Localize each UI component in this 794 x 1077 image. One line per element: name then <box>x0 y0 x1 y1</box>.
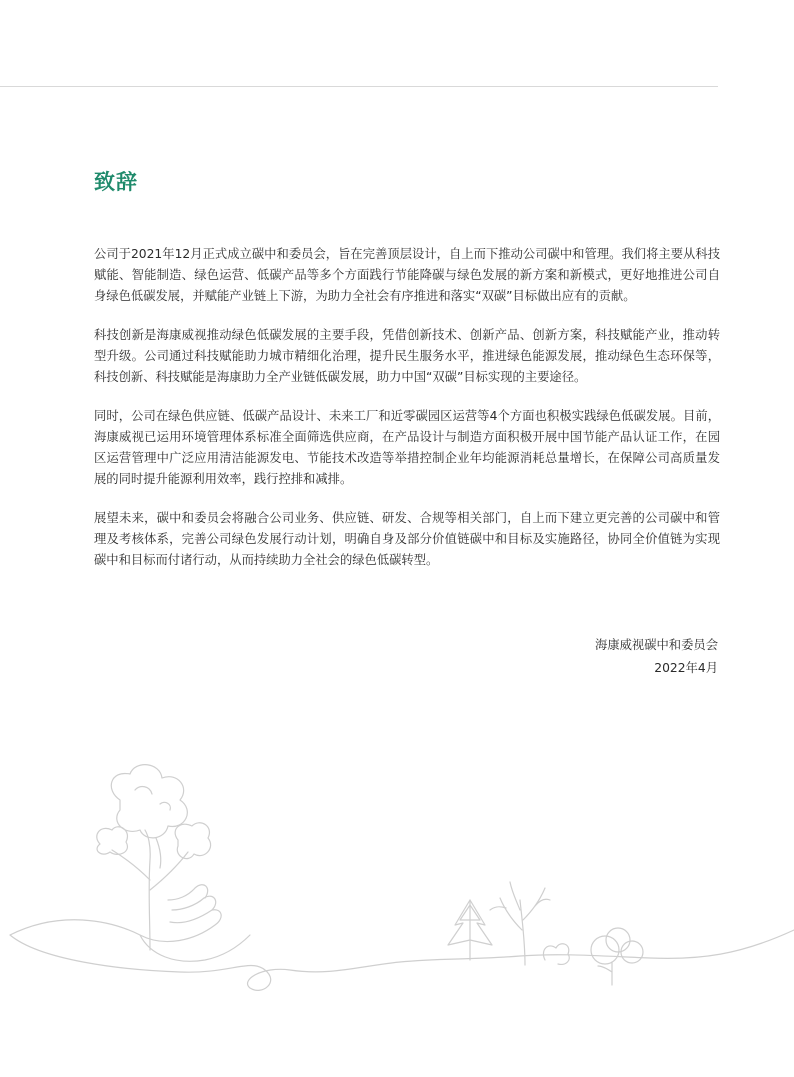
hand-tree-line-art-icon <box>0 760 794 1050</box>
body-text <box>94 244 720 589</box>
signature-date: 2022年4月 <box>654 661 718 675</box>
signature-organization: 海康威视碳中和委员会 <box>595 638 718 652</box>
paragraph: 科技创新是海康威视推动绿色低碳发展的主要手段，凭借创新技术、创新产品、创新方案，科技赋能产业，推动转型升级。公司通过科技赋能助力城市精细化治理，提升民生服务水平，推进绿色能源发展，推动绿色生态环保等，科技创新、科技赋能是海康助力全产业链低碳发展，助力中国“双碳”目标实现的主要途径。 <box>94 328 720 384</box>
paragraph: 同时，公司在绿色供应链、低碳产品设计、未来工厂和近零碳园区运营等4个方面也积极实践绿色低碳发展。目前，海康威视已运用环境管理体系标准全面筛选供应商，在产品设计与制造方面积极开展中国节能产品认证工作，在园区运营管理中广泛应用清洁能源发电、节能技术改造等举措控制企业年均能源消耗总量增长，在保障公司高质量发展的同时提升能源利用效率，践行控排和减排。 <box>94 409 720 486</box>
page-title: 致辞 <box>94 170 138 194</box>
signature-block <box>595 634 718 680</box>
paragraph: 展望未来，碳中和委员会将融合公司业务、供应链、研发、合规等相关部门，自上而下建立更完善的公司碳中和管理及考核体系，完善公司绿色发展行动计划，明确自身及部分价值链碳中和目标及实施路径，协同全价值链为实现碳中和目标而付诸行动，从而持续助力全社会的绿色低碳转型。 <box>94 511 720 567</box>
paragraph: 公司于2021年12月正式成立碳中和委员会，旨在完善顶层设计，自上而下推动公司碳中和管理。我们将主要从科技赋能、智能制造、绿色运营、低碳产品等多个方面践行节能降碳与绿色发展的新方案和新模式，更好地推进公司自身绿色低碳发展，并赋能产业链上下游，为助力全社会有序推进和落实“双碳”目标做出应有的贡献。 <box>94 247 720 303</box>
top-divider <box>0 86 718 87</box>
